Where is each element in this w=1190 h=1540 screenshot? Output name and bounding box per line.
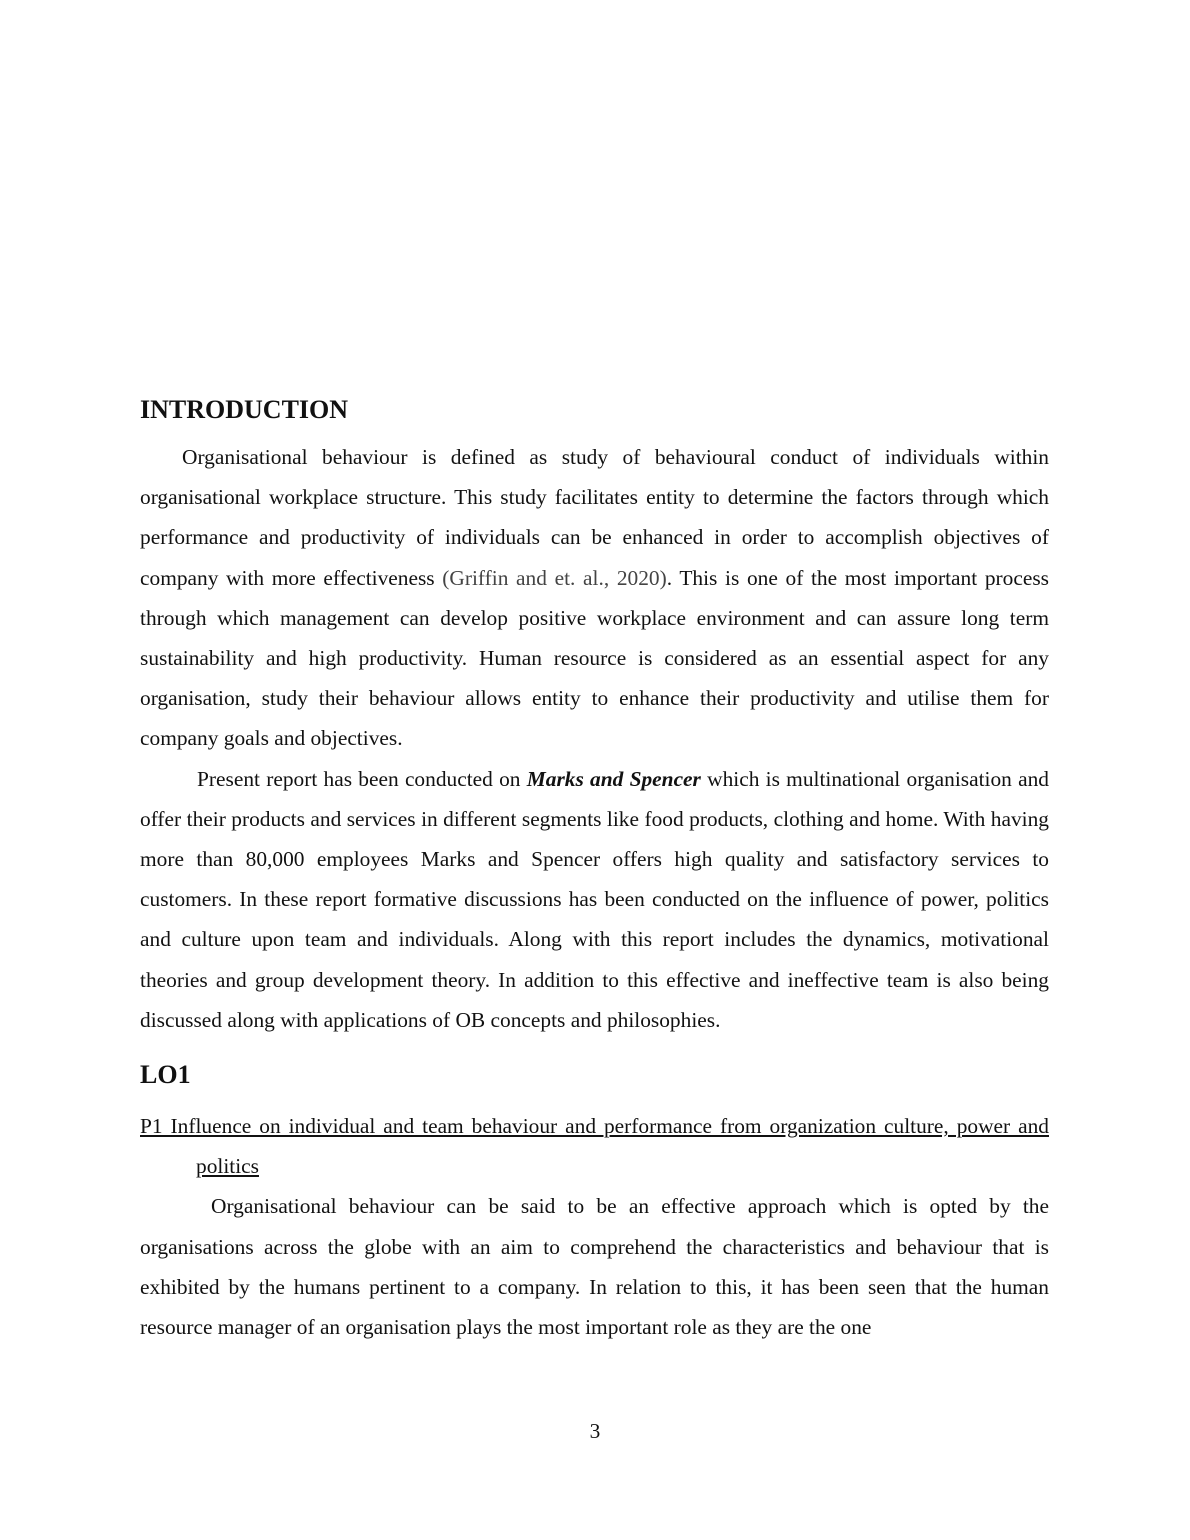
intro-paragraph-1 bbox=[140, 437, 1049, 759]
lo1-paragraph: Organisational behaviour can be said to be an effective approach which is opted by the organisations across the globe with an aim to comprehend the characteristics and behaviour that is exhibited by the humans pertinent to a company. In relation to this, it has been seen that the human resource manager of an organisation plays the most important role as they are the one bbox=[140, 1194, 1049, 1340]
p1-subheading: P1 Influence on individual and team behaviour and performance from organization culture, power and politics bbox=[140, 1114, 1049, 1179]
lo1-heading: LO1 bbox=[140, 1060, 191, 1090]
document-body bbox=[140, 393, 1049, 1347]
intro-paragraph-1-text-b: . This is one of the most important process through which management can develop positive workplace environment and can assure long term sustainability and high productivity. Human resource is considered as an essential aspect for any organisation, study their behaviour allows entity to enhance their productivity and utilise them for company goals and objectives. bbox=[140, 565, 1049, 751]
citation: (Griffin and et. al., 2020) bbox=[442, 565, 667, 590]
intro-paragraph-2-text-b: which is multinational organisation and offer their products and services in different segments like food products, clothing and home. With having more than 80,000 employees Marks and Spencer offers high quality and satisfactory services to customers. In these report formative discussions has been conducted on the influence of power, politics and culture upon team and individuals. Along with this report includes the dynamics, motivational theories and group development theory. In addition to this effective and ineffective team is also being discussed along with applications of OB concepts and philosophies. bbox=[140, 766, 1049, 1032]
intro-paragraph-1-text-a: Organisational behaviour is defined as study of behavioural conduct of individuals within organisational workplace structure. This study facilitates entity to determine the factors through which performance and productivity of individuals can be enhanced in order to accomplish objectives of company with more effectiveness bbox=[140, 445, 1049, 590]
page-number: 3 bbox=[589, 1419, 601, 1443]
introduction-heading: INTRODUCTION bbox=[140, 395, 349, 424]
intro-paragraph-2-text-a: Present report has been conducted on bbox=[197, 766, 527, 791]
intro-paragraph-2 bbox=[140, 759, 1049, 1040]
company-name: Marks and Spencer bbox=[526, 766, 701, 791]
